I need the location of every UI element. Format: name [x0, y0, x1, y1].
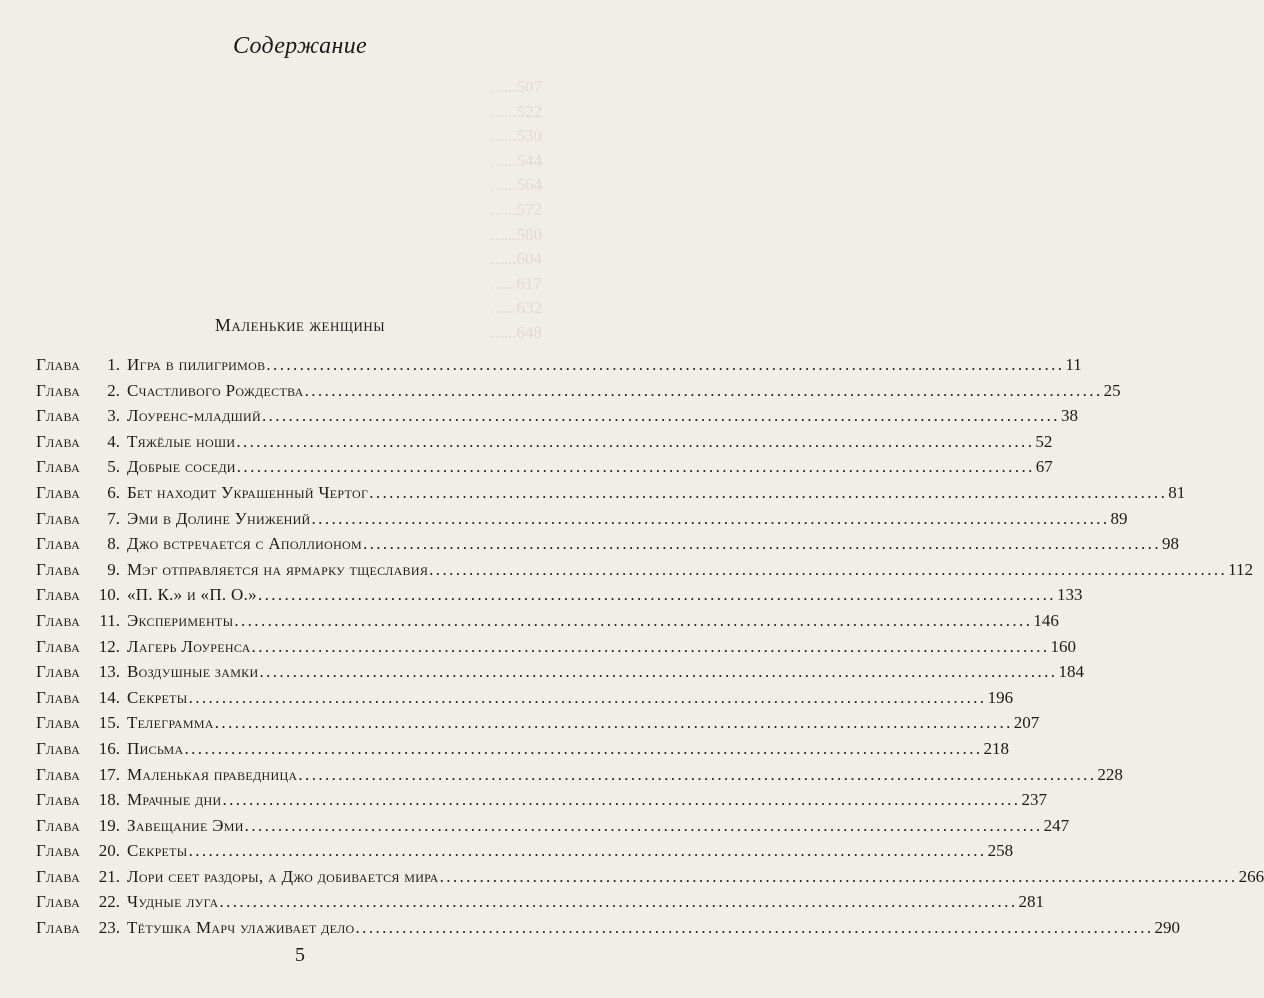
chapter-title: Секреты: [127, 687, 188, 707]
bleed-through-line: ......544: [491, 150, 542, 170]
chapter-label: Глава: [36, 713, 81, 733]
dot-leader: ........................................................................................................................: [429, 559, 1228, 579]
chapter-number: 23.: [98, 918, 120, 938]
chapter-label: Глава: [36, 534, 81, 554]
chapter-label: Глава: [36, 585, 81, 605]
chapter-label: Глава: [36, 815, 81, 835]
dot-leader: ........................................................................................................................: [188, 841, 987, 861]
bleed-through-line: ......604: [491, 249, 542, 269]
chapter-number: 15.: [98, 713, 120, 733]
chapter-number: 20.: [98, 841, 120, 861]
toc-entry: [36, 790, 1047, 816]
dot-leader: ........................................................................................................................: [188, 687, 987, 707]
page-number: 5: [295, 944, 305, 966]
chapter-number: 21.: [98, 866, 120, 886]
dot-leader: ........................................................................................................................: [362, 534, 1161, 554]
chapter-label: Глава: [36, 687, 81, 707]
toc-entry: [36, 610, 1059, 637]
chapter-page: 237: [1021, 790, 1047, 810]
dot-leader: ........................................................................................................................: [311, 508, 1110, 528]
chapter-title: Джо встречается с Аполлионом: [127, 534, 362, 554]
chapter-title: Лори сеет раздоры, а Джо добивается мира: [127, 866, 439, 886]
chapter-page: 228: [1097, 764, 1123, 784]
toc-entry: [36, 559, 1254, 586]
chapter-title: Бет находит Украшенный Чертог: [127, 482, 369, 502]
dot-leader: ........................................................................................................................: [244, 815, 1043, 835]
chapter-title: Завещание Эми: [127, 815, 244, 835]
dot-leader: ........................................................................................................................: [439, 866, 1238, 886]
chapter-page: 207: [1013, 713, 1040, 733]
bleed-through-line: ......572: [491, 199, 542, 219]
dot-leader: ........................................................................................................................: [219, 892, 1018, 912]
chapter-number: 2.: [107, 380, 120, 400]
chapter-number: 10.: [98, 585, 120, 605]
chapter-number: 11.: [99, 610, 120, 630]
chapter-label: Глава: [36, 841, 81, 861]
chapter-page: 196: [987, 687, 1014, 707]
chapter-page: 258: [987, 841, 1014, 861]
chapter-title: Мэг отправляется на ярмарку тщеславия: [127, 559, 429, 579]
chapter-title: Маленькая праведница: [127, 764, 298, 784]
chapter-number: 14.: [98, 687, 120, 707]
chapter-title: Счастливого Рождества: [127, 380, 304, 400]
chapter-title: Лагерь Лоуренса: [127, 636, 251, 656]
chapter-number: 1.: [107, 355, 120, 374]
chapter-title: Секреты: [127, 841, 188, 861]
dot-leader: ........................................................................................................................: [257, 585, 1056, 605]
page-title: Содержание: [233, 33, 367, 59]
bleed-through-line: ......617: [491, 273, 542, 293]
chapter-number: 5.: [107, 457, 120, 477]
chapter-title: Эми в Долине Унижений: [127, 508, 311, 528]
chapter-page: 146: [1033, 610, 1059, 630]
chapter-title: Эксперименты: [127, 610, 234, 630]
chapter-label: Глава: [36, 662, 81, 682]
toc-entry: [36, 662, 1084, 688]
chapter-number: 7.: [107, 508, 120, 528]
chapter-number: 16.: [98, 738, 120, 758]
chapter-number: 18.: [98, 790, 120, 810]
chapter-label: Глава: [36, 636, 81, 656]
dot-leader: ........................................................................................................................: [234, 610, 1033, 630]
dot-leader: ........................................................................................................................: [369, 482, 1168, 502]
chapter-number: 19.: [98, 815, 120, 835]
chapter-number: 4.: [107, 431, 120, 451]
chapter-title: Воздушные замки: [127, 662, 259, 682]
bleed-through-line: ......632: [491, 298, 542, 318]
toc-entry: [36, 380, 1121, 407]
toc-entry: [36, 406, 1078, 432]
chapter-number: 9.: [107, 559, 120, 579]
chapter-label: Глава: [36, 355, 81, 374]
chapter-label: Глава: [36, 457, 81, 477]
chapter-page: 25: [1103, 380, 1121, 400]
bleed-through-line: ......530: [491, 126, 542, 146]
dot-leader: ........................................................................................................................: [236, 457, 1035, 477]
chapter-title: Лоуренс-младший: [127, 406, 261, 426]
chapter-page: 67: [1035, 457, 1053, 477]
chapter-number: 13.: [98, 662, 120, 682]
chapter-title: Добрые соседи: [127, 457, 236, 477]
chapter-page: 81: [1168, 482, 1186, 502]
chapter-title: Игра в пилигримов: [127, 355, 266, 374]
chapter-label: Глава: [36, 559, 81, 579]
chapter-label: Глава: [36, 380, 81, 400]
chapter-page: 89: [1110, 508, 1128, 528]
table-of-contents: [36, 355, 1264, 944]
toc-entry: [36, 636, 1077, 663]
chapter-title: Письма: [127, 738, 184, 758]
toc-entry: [36, 892, 1044, 918]
dot-leader: ........................................................................................................................: [355, 918, 1154, 938]
chapter-page: 247: [1043, 815, 1070, 835]
chapter-number: 17.: [98, 764, 120, 784]
toc-entry: [36, 431, 1053, 458]
toc-entry: [36, 918, 1181, 944]
chapter-title: Телеграмма: [127, 713, 214, 733]
chapter-page: 11: [1065, 355, 1082, 374]
chapter-page: 133: [1056, 585, 1083, 605]
toc-entry: [36, 815, 1070, 842]
toc-entry: [36, 713, 1040, 739]
chapter-page: 218: [983, 738, 1009, 758]
chapter-page: 112: [1228, 559, 1254, 579]
dot-leader: ........................................................................................................................: [298, 764, 1097, 784]
dot-leader: ........................................................................................................................: [251, 636, 1050, 656]
toc-entry: [36, 508, 1128, 535]
chapter-number: 8.: [107, 534, 120, 554]
chapter-label: Глава: [36, 892, 81, 912]
chapter-label: Глава: [36, 790, 81, 810]
chapter-label: Глава: [36, 431, 81, 451]
chapter-title: Тётушка Марч улаживает дело: [127, 918, 355, 938]
toc-entry: [36, 355, 1082, 381]
toc-entry: [36, 687, 1014, 714]
dot-leader: ........................................................................................................................: [304, 380, 1103, 400]
chapter-label: Глава: [36, 918, 81, 938]
toc-entry: [36, 534, 1179, 560]
chapter-page: 38: [1060, 406, 1078, 426]
chapter-page: 52: [1035, 431, 1053, 451]
chapter-title: Мрачные дни: [127, 790, 222, 810]
toc-entry: [36, 482, 1186, 509]
chapter-label: Глава: [36, 482, 81, 502]
chapter-page: 281: [1018, 892, 1044, 912]
chapter-page: 290: [1154, 918, 1181, 938]
bleed-through-line: ......522: [491, 101, 542, 121]
chapter-number: 3.: [107, 406, 120, 426]
chapter-title: Тяжёлые ноши: [127, 431, 236, 451]
toc-entry: [36, 866, 1264, 893]
chapter-page: 160: [1050, 636, 1077, 656]
toc-entry: [36, 585, 1083, 611]
bleed-through-text: [300, 75, 542, 346]
dot-leader: ........................................................................................................................: [222, 790, 1021, 810]
toc-entry: [36, 841, 1014, 867]
chapter-title: Чудные луга: [127, 892, 219, 912]
toc-entry: [36, 764, 1123, 791]
dot-leader: ........................................................................................................................: [259, 662, 1058, 682]
chapter-number: 22.: [98, 892, 120, 912]
chapter-page: 98: [1161, 534, 1179, 554]
bleed-through-line: ......564: [491, 175, 542, 195]
chapter-title: «П. К.» и «П. О.»: [127, 585, 257, 605]
chapter-label: Глава: [36, 866, 81, 886]
chapter-label: Глава: [36, 738, 81, 758]
toc-entry: [36, 457, 1053, 483]
dot-leader: ........................................................................................................................: [214, 713, 1013, 733]
section-heading: Маленькие женщины: [214, 315, 386, 335]
chapter-label: Глава: [36, 764, 81, 784]
toc-entry: [36, 738, 1009, 765]
dot-leader: ........................................................................................................................: [261, 406, 1060, 426]
bleed-through-line: ......580: [491, 224, 542, 244]
chapter-page: 266: [1238, 866, 1264, 886]
chapter-label: Глава: [36, 610, 81, 630]
chapter-label: Глава: [36, 406, 81, 426]
bleed-through-line: ......648: [491, 322, 542, 342]
dot-leader: ........................................................................................................................: [184, 738, 983, 758]
chapter-label: Глава: [36, 508, 81, 528]
chapter-page: 184: [1058, 662, 1084, 682]
bleed-through-line: ......507: [491, 77, 542, 96]
chapter-number: 12.: [98, 636, 120, 656]
chapter-number: 6.: [107, 482, 120, 502]
dot-leader: ........................................................................................................................: [236, 431, 1035, 451]
dot-leader: ........................................................................................................................: [266, 355, 1065, 374]
